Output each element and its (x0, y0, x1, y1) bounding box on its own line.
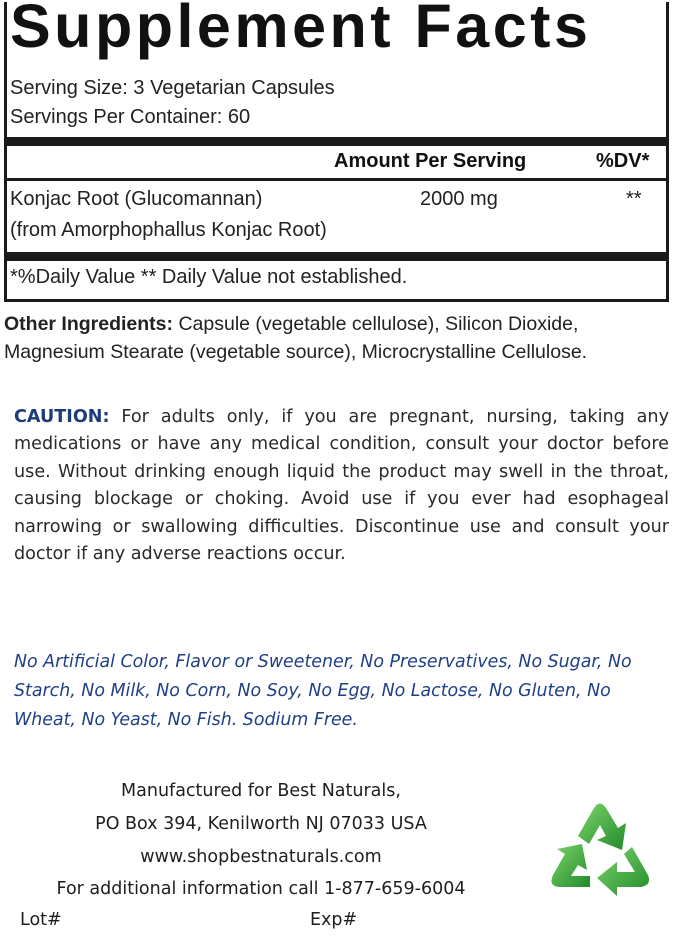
servings-per-container: Servings Per Container: 60 (10, 106, 251, 128)
supplement-facts-title: Supplement Facts (10, 0, 592, 60)
ingredient-source: (from Amorphophallus Konjac Root) (10, 219, 327, 241)
divider-thin (7, 178, 666, 181)
serving-size: Serving Size: 3 Vegetarian Capsules (10, 77, 335, 99)
divider-thick-bottom (7, 252, 666, 261)
dv-header: %DV* (596, 150, 650, 172)
caution-text: For adults only, if you are pregnant, nursing, taking any medications or have any medical condition, consult your doctor before use. Without drinking enough liquid the product may swell in the throat, causing blockage or choking. Avoid use if you ever had esophageal narrowing or swallowing difficulties. Discontinue use and consult your doctor if any adverse reactions occur. (14, 407, 669, 565)
daily-value-footnote: *%Daily Value ** Daily Value not established. (10, 266, 408, 288)
caution-label: CAUTION: (14, 407, 110, 427)
manufacturer-line: Manufactured for Best Naturals, (121, 781, 401, 801)
caution-paragraph (14, 404, 669, 568)
manufacturer-phone: For additional information call 1-877-659-6004 (56, 879, 466, 899)
other-ingredients-text1: Capsule (vegetable cellulose), Silicon Dioxide, (173, 313, 579, 335)
amount-per-serving-header: Amount Per Serving (334, 150, 527, 172)
ingredient-name: Konjac Root (Glucomannan) (10, 188, 263, 210)
exp-label: Exp# (310, 910, 358, 930)
divider-thick-top (7, 137, 666, 146)
other-ingredients-label: Other Ingredients: (4, 313, 174, 335)
other-ingredients-line1 (4, 313, 578, 336)
lot-label: Lot# (20, 910, 62, 930)
free-from-statement: No Artificial Color, Flavor or Sweetener, No Preservatives, No Sugar, No Starch, No Milk, No Corn, No Soy, No Egg, No Lactose, No Gluten, No Wheat, No Yeast, No Fish. Sodium Free. (14, 652, 632, 730)
other-ingredients-line2: Magnesium Stearate (vegetable source), Microcrystalline Cellulose. (4, 341, 588, 363)
ingredient-dv: ** (626, 188, 642, 210)
manufacturer-website: www.shopbestnaturals.com (140, 847, 382, 867)
manufacturer-address: PO Box 394, Kenilworth NJ 07033 USA (95, 814, 427, 834)
ingredient-amount: 2000 mg (420, 188, 498, 210)
recycle-icon (540, 792, 660, 907)
